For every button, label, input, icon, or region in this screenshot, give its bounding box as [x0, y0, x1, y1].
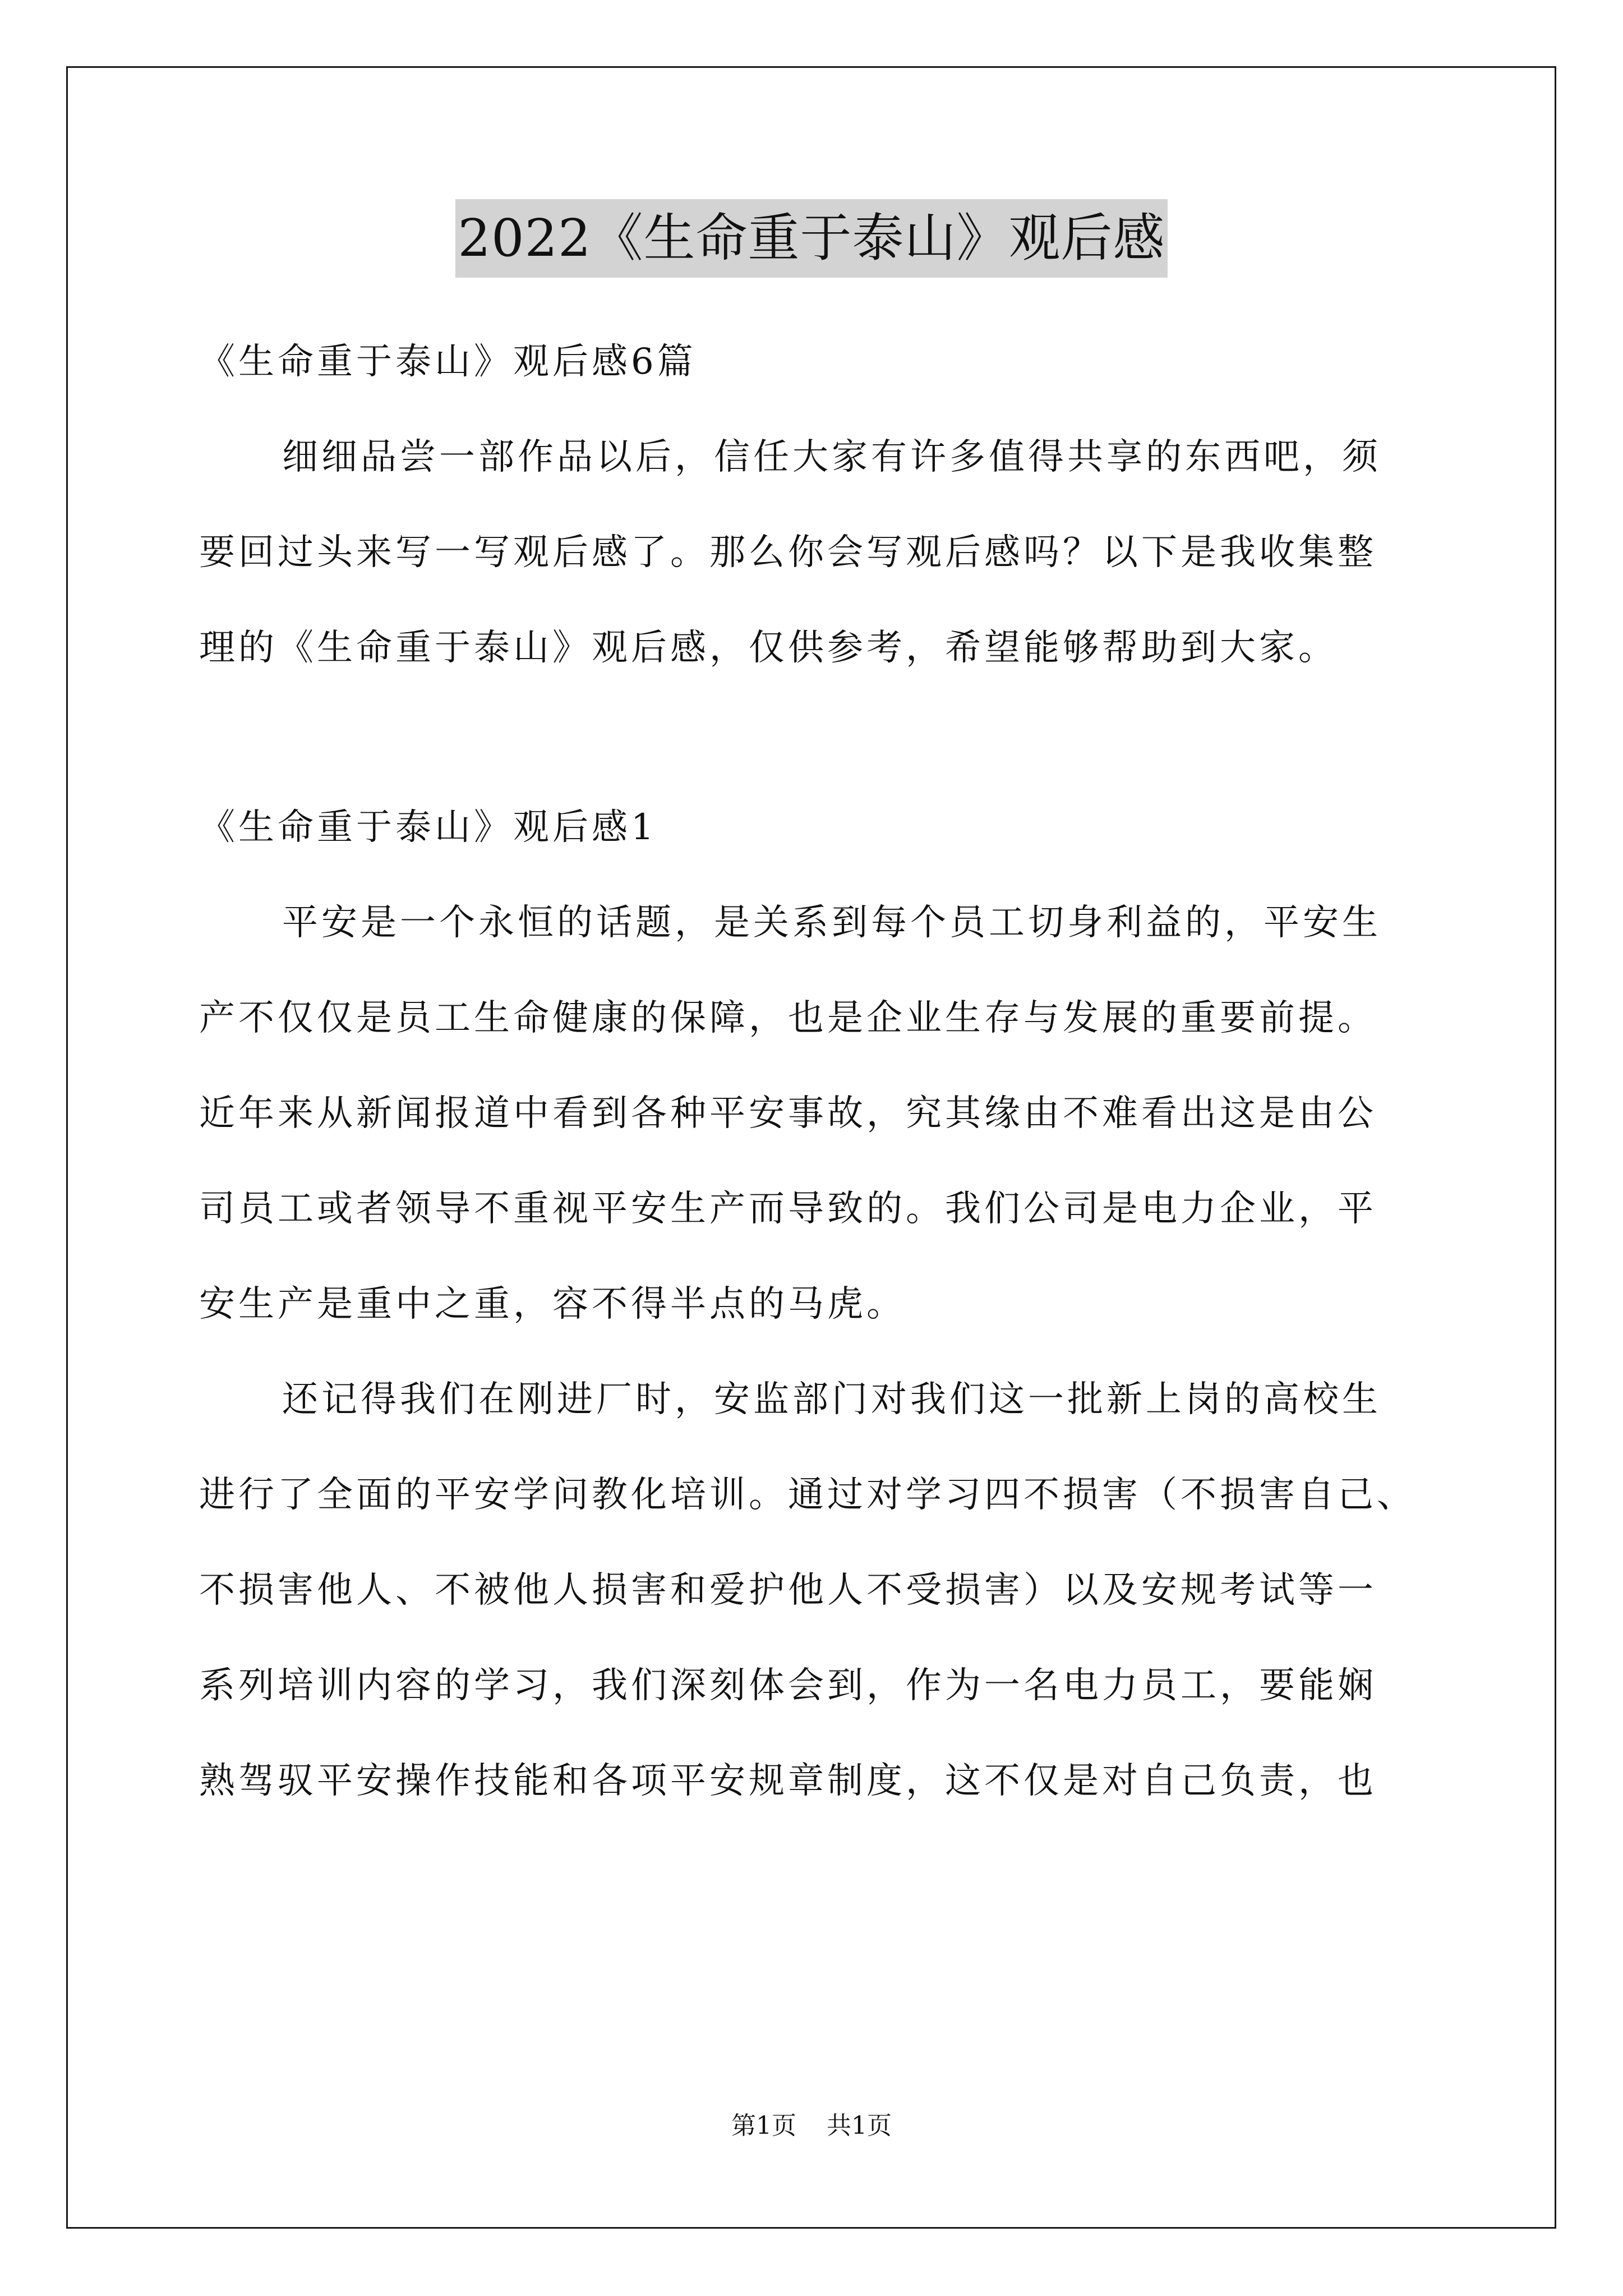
- title-wrap: [0, 199, 1623, 278]
- document-subtitle: 《生命重于泰山》观后感6篇: [199, 341, 697, 383]
- paragraph-line: 产不仅仅是员工生命健康的保障，也是企业生存与发展的重要前提。: [199, 997, 1377, 1039]
- paragraph-line: 不损害他人、不被他人损害和爱护他人不受损害）以及安规考试等一: [199, 1570, 1377, 1611]
- paragraph-line: 熟驾驭平安操作技能和各项平安规章制度，这不仅是对自己负责，也: [199, 1760, 1377, 1802]
- intro-line: 要回过头来写一写观后感了。那么你会写观后感吗？以下是我收集整: [199, 532, 1377, 573]
- page-number-total: 共1页: [827, 2111, 892, 2140]
- page-number-current: 第1页: [731, 2111, 796, 2140]
- intro-line: 细细品尝一部作品以后，信任大家有许多值得共享的东西吧，须: [282, 436, 1381, 478]
- document-title: 2022《生命重于泰山》观后感: [455, 199, 1167, 278]
- paragraph-line: 安生产是重中之重，容不得半点的马虎。: [199, 1283, 906, 1325]
- paragraph-line: 还记得我们在刚进厂时，安监部门对我们这一批新上岗的高校生: [282, 1379, 1381, 1420]
- paragraph-line: 司员工或者领导不重视平安生产而导致的。我们公司是电力企业，平: [199, 1188, 1377, 1230]
- spacer: [199, 696, 1430, 780]
- document-body: [199, 314, 1430, 1829]
- paragraph-line: 平安是一个永恒的话题，是关系到每个员工切身利益的，平安生: [282, 902, 1381, 944]
- page-footer: [0, 2109, 1623, 2143]
- paragraph-line: 系列培训内容的学习，我们深刻体会到，作为一名电力员工，要能娴: [199, 1665, 1377, 1706]
- paragraph-line: 进行了全面的平安学问教化培训。通过对学习四不损害（不损害自己、: [199, 1474, 1416, 1516]
- section-heading: 《生命重于泰山》观后感1: [199, 807, 657, 848]
- paragraph-line: 近年来从新闻报道中看到各种平安事故，究其缘由不难看出这是由公: [199, 1093, 1377, 1134]
- intro-line: 理的《生命重于泰山》观后感，仅供参考，希望能够帮助到大家。: [199, 627, 1338, 669]
